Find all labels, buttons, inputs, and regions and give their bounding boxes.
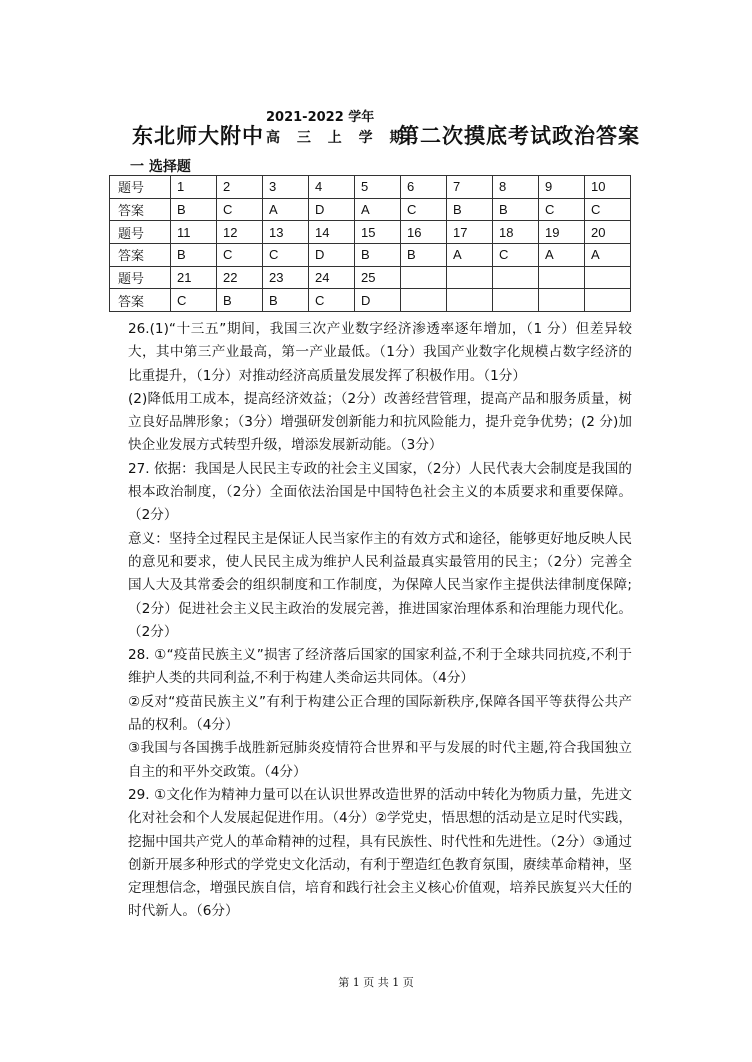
table-cell (447, 266, 493, 289)
table-cell: C (309, 289, 355, 312)
table-cell: C (171, 289, 217, 312)
table-cell: A (539, 244, 585, 267)
table-cell (585, 266, 631, 289)
table-row (110, 176, 631, 199)
table-cell: C (263, 244, 309, 267)
answer-paragraph: ②反对“疫苗民族主义”有利于构建公正合理的国际新秩序,保障各国平等获得公共产品的权利。（4分） (128, 693, 632, 734)
exam-title: 第二次摸底考试政治答案 (398, 124, 640, 148)
answer-paragraph: ③我国与各国携手战胜新冠肺炎疫情符合世界和平与发展的时代主题,符合我国独立自主的和平外交政策。（4分） (128, 740, 632, 780)
answer-paragraph: 29. ①文化作为精神力量可以在认识世界改造世界的活动中转化为物质力量，先进文化对社会和个人发展起促进作用。（4分）②学党史，悟思想的活动是立足时代实践，挖掘中国共产党人的革命精神的过程，具有民族性、时代性和先进性。（2分）③通过创新开展多种形式的学党史文化活动，有利于塑造红色教育氛围，赓续革命精神，坚定理想信念，增强民族自信，培育和践行社会主义核心价值观，培养民族复兴大任的时代新人。（6分） (128, 786, 632, 920)
section-title: 一 选择题 (130, 159, 191, 175)
table-cell: C (493, 244, 539, 267)
answer-paragraph: (2)降低用工成本，提高经济效益；（2分）改善经营管理，提高产品和服务质量，树立良好品牌形象；（3分）增强研发创新能力和抗风险能力，提升竞争优势；(2 分)加快企业发展方式转型升级，增添发展新动能。（3分） (128, 390, 632, 454)
table-cell: A (585, 244, 631, 267)
table-cell: 10 (585, 176, 631, 199)
table-cell: 13 (263, 221, 309, 244)
answer-paragraph: 26.(1)“十三五”期间，我国三次产业数字经济渗透率逐年增加，（1 分）但差异较大，其中第三产业最高，第一产业最低。（1分）我国产业数字化规模占数字经济的比重提升，（1分）对推动经济高质量发展发挥了积极作用。（1分） (128, 321, 632, 384)
table-cell: 19 (539, 221, 585, 244)
table-cell (401, 266, 447, 289)
table-cell: 16 (401, 221, 447, 244)
table-row (110, 244, 631, 267)
table-cell (447, 289, 493, 312)
table-cell: 11 (171, 221, 217, 244)
table-cell: 14 (309, 221, 355, 244)
page-footer: 第 1 页 共 1 页 (338, 976, 414, 989)
row-header-cell: 题号 (110, 221, 171, 244)
answer-body (128, 318, 632, 924)
table-cell: 22 (217, 266, 263, 289)
table-cell (493, 289, 539, 312)
table-cell: 6 (401, 176, 447, 199)
table-cell: 25 (355, 266, 401, 289)
table-cell (585, 289, 631, 312)
row-header-cell: 题号 (110, 176, 171, 199)
row-header-cell: 答案 (110, 289, 171, 312)
table-cell: 8 (493, 176, 539, 199)
table-cell: B (355, 244, 401, 267)
table-cell: 7 (447, 176, 493, 199)
table-cell: A (447, 244, 493, 267)
table-cell: 1 (171, 176, 217, 199)
table-cell: B (447, 198, 493, 221)
table-cell: 4 (309, 176, 355, 199)
table-cell: 12 (217, 221, 263, 244)
table-cell: 3 (263, 176, 309, 199)
semester: 高 三 上 学 期 (266, 130, 410, 146)
table-cell (401, 289, 447, 312)
row-header-cell: 题号 (110, 266, 171, 289)
answer-paragraph: 28. ①“疫苗民族主义”损害了经济落后国家的国家利益,不利于全球共同抗疫,不利于维护人类的共同利益,不利于构建人类命运共同体。（4分） (128, 647, 632, 687)
table-cell: 17 (447, 221, 493, 244)
table-row (110, 289, 631, 312)
table-cell: B (171, 198, 217, 221)
table-row (110, 221, 631, 244)
table-cell: 18 (493, 221, 539, 244)
table-cell: A (263, 198, 309, 221)
answer-key-table (109, 175, 631, 312)
table-cell: B (493, 198, 539, 221)
row-header-cell: 答案 (110, 244, 171, 267)
table-cell: 5 (355, 176, 401, 199)
table-cell: 15 (355, 221, 401, 244)
table-cell: B (171, 244, 217, 267)
table-row (110, 198, 631, 221)
table-cell: C (217, 244, 263, 267)
school-year: 2021-2022 学年 (266, 110, 375, 125)
table-cell: C (539, 198, 585, 221)
table-cell: 9 (539, 176, 585, 199)
table-cell: D (309, 244, 355, 267)
row-header-cell: 答案 (110, 198, 171, 221)
table-cell: 2 (217, 176, 263, 199)
table-cell: B (217, 289, 263, 312)
answer-paragraph: 27. 依据：我国是人民民主专政的社会主义国家，（2分）人民代表大会制度是我国的根本政治制度，（2分）全面依法治国是中国特色社会主义的本质要求和重要保障。（2分） (128, 460, 632, 524)
table-cell: 23 (263, 266, 309, 289)
table-cell: C (401, 198, 447, 221)
table-cell: B (401, 244, 447, 267)
table-cell (539, 266, 585, 289)
table-cell: D (355, 289, 401, 312)
table-cell (493, 266, 539, 289)
table-cell: C (585, 198, 631, 221)
school-year-block (266, 108, 410, 148)
answer-paragraph: 意义：坚持全过程民主是保证人民当家作主的有效方式和途径，能够更好地反映人民的意见和要求，使人民民主成为维护人民利益最真实最管用的民主；（2分）完善全国人大及其常委会的组织制度和工作制度，为保障人民当家作主提供法律制度保障;（2分）促进社会主义民主政治的发展完善，推进国家治理体系和治理能力现代化。（2分） (128, 530, 632, 640)
table-row (110, 266, 631, 289)
school-name: 东北师大附中 (132, 124, 264, 148)
table-cell: A (355, 198, 401, 221)
table-cell (539, 289, 585, 312)
table-cell: 21 (171, 266, 217, 289)
table-cell: 24 (309, 266, 355, 289)
table-cell: C (217, 198, 263, 221)
table-cell: 20 (585, 221, 631, 244)
table-cell: D (309, 198, 355, 221)
table-cell: B (263, 289, 309, 312)
